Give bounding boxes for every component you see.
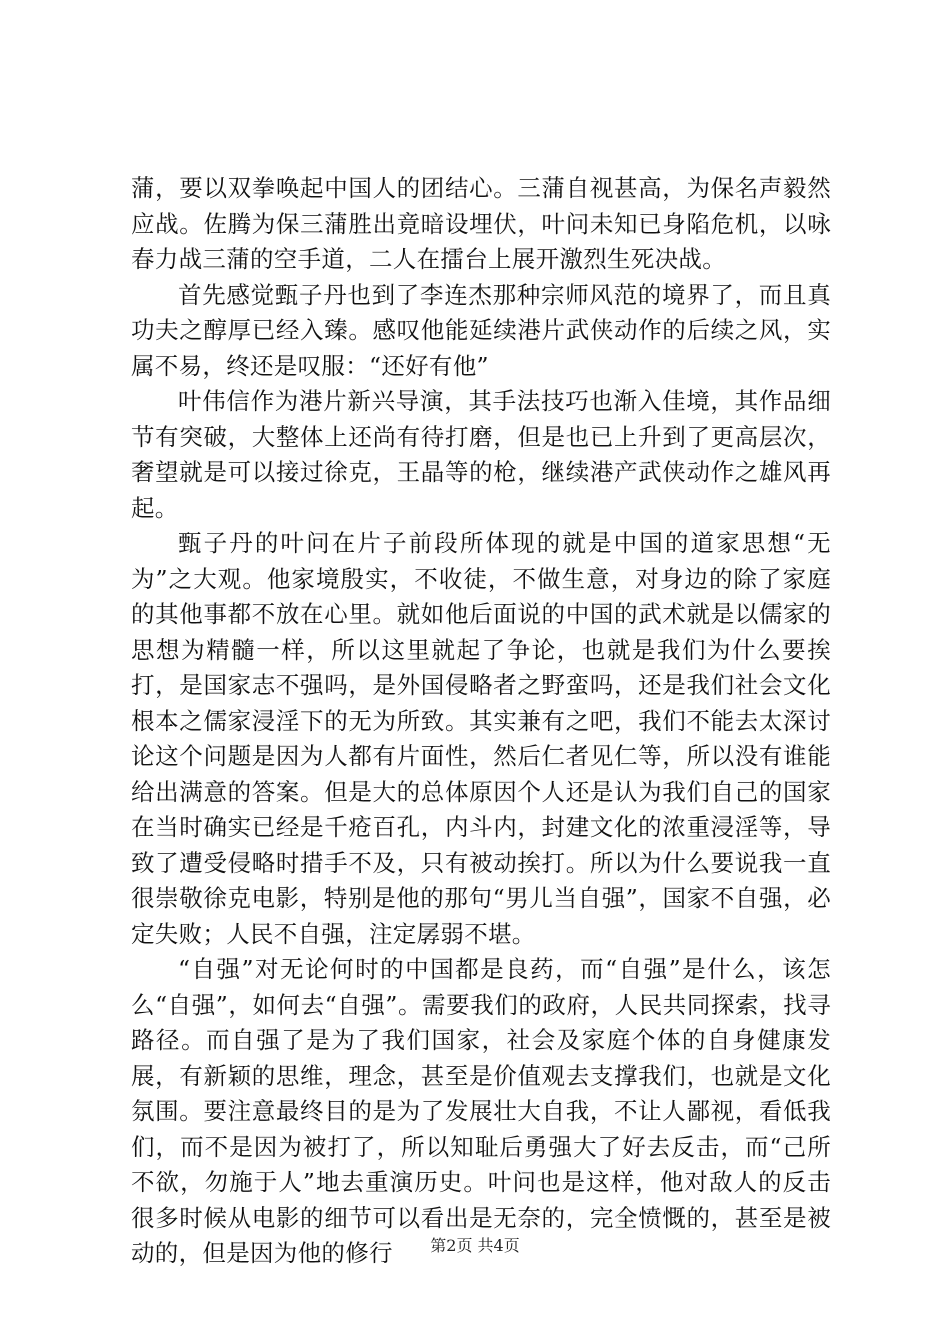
body-text: [131, 171, 831, 1272]
paragraph-5: “自强”对无论何时的中国都是良药，而“自强”是什么，该怎么“自强”，如何去“自强”。需要我们的政府，人民共同探索，找寻路径。而自强了是为了我们国家，社会及家庭个体的自身健康发展，有新颖的思维，理念，甚至是价值观去支撑我们，也就是文化氛围。要注意最终目的是为了发展壮大自我，不让人鄙视，看低我们，而不是因为被打了，所以知耻后勇强大了好去反击，而“己所不欲，勿施于人”地去重演历史。叶问也是这样，他对敌人的反击很多时候从电影的细节可以看出是无奈的，完全愤慨的，甚至是被动的，但是因为他的修行: [131, 955, 831, 1267]
paragraph-4: 甄子丹的叶问在片子前段所体现的就是中国的道家思想“无为”之大观。他家境殷实，不收徒，不做生意，对身边的除了家庭的其他事都不放在心里。就如他后面说的中国的武术就是以儒家的思想为精髓一样，所以这里就起了争论，也就是我们为什么要挨打，是国家志不强吗，是外国侵略者之野蛮吗，还是我们社会文化根本之儒家浸淫下的无为所致。其实兼有之吧，我们不能去太深讨论这个问题是因为人都有片面性，然后仁者见仁等，所以没有谁能给出满意的答案。但是大的总体原因个人还是认为我们自己的国家在当时确实已经是千疮百孔，内斗内，封建文化的浓重浸淫等，导致了遭受侵略时措手不及，只有被动挨打。所以为什么要说我一直很崇敬徐克电影，特别是他的那句“男儿当自强”，国家不自强，必定失败；人民不自强，注定孱弱不堪。: [131, 529, 831, 948]
page-number-footer: 第2页 共4页: [430, 1236, 520, 1255]
paragraph-2: 首先感觉甄子丹也到了李连杰那种宗师风范的境界了，而且真功夫之醇厚已经入臻。感叹他能延续港片武侠动作的后续之风，实属不易，终还是叹服：“还好有他”: [131, 280, 831, 380]
paragraph-1: 蒲，要以双拳唤起中国人的团结心。三蒲自视甚高，为保名声毅然应战。佐腾为保三蒲胜出竟暗设埋伏，叶问未知已身陷危机，以咏春力战三蒲的空手道，二人在擂台上展开激烈生死决战。: [131, 174, 831, 273]
paragraph-3: 叶伟信作为港片新兴导演，其手法技巧也渐入佳境，其作品细节有突破，大整体上还尚有待打磨，但是也已上升到了更高层次，奢望就是可以接过徐克，王晶等的枪，继续港产武侠动作之雄风再起。: [131, 387, 831, 522]
